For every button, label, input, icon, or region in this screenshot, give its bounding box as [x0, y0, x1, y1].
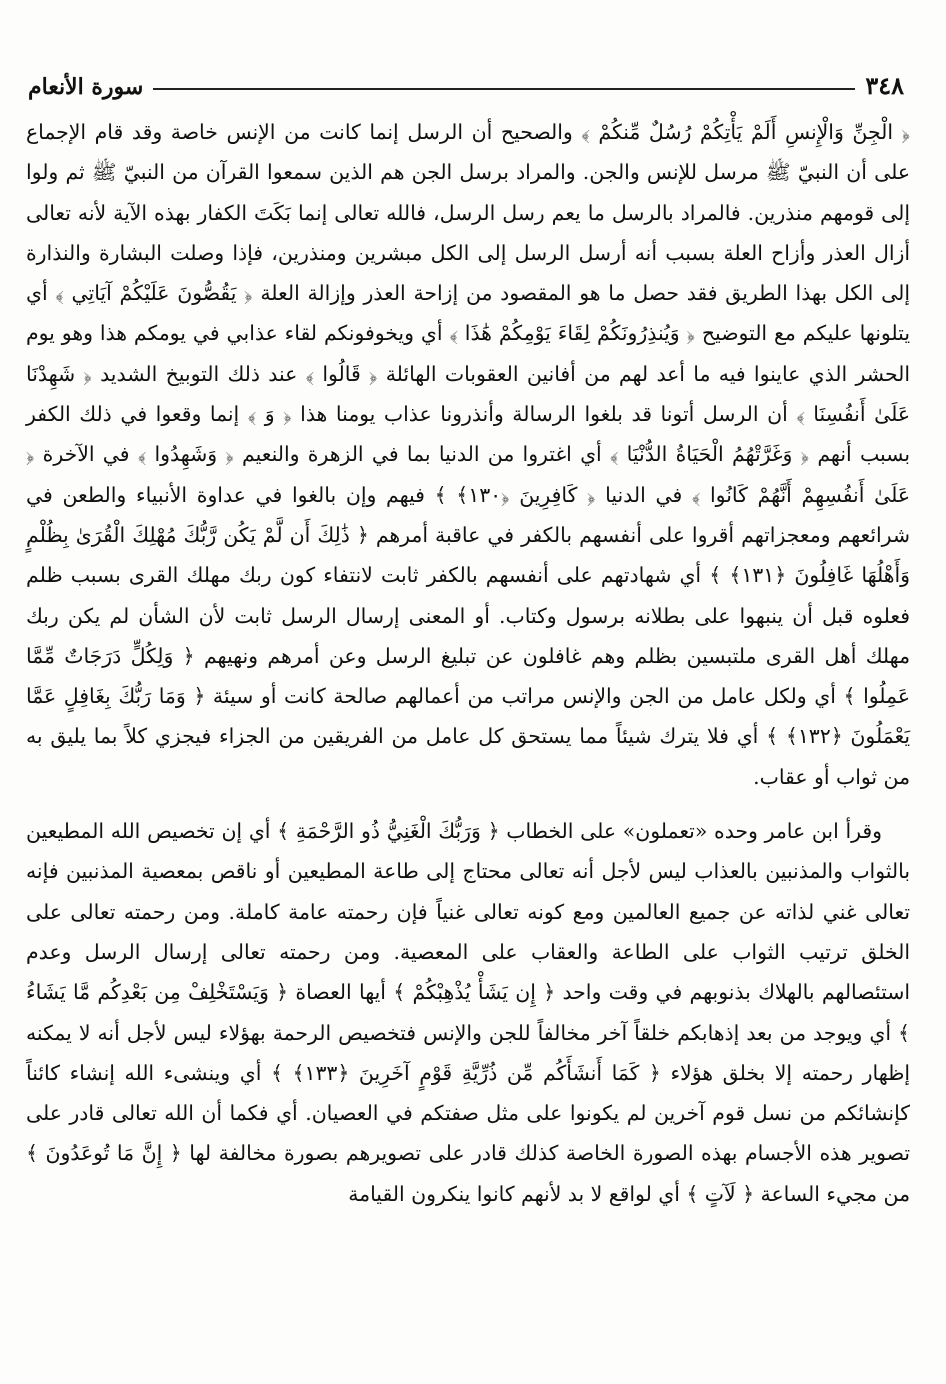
page-body	[26, 112, 910, 1214]
paragraph-tafsir-1: ﴿ الْجِنِّ وَالْإِنسِ أَلَمْ يَأْتِكُمْ رُسُلٌ مِّنكُمْ ﴾ والصحيح أن الرسل إنما كانت من الإنس خاصة وقد قام الإجماع على أن النبيّ ﷺ مرسل للإنس والجن. والمراد برسل الجن هم الذين سمعوا القرآن من النبيّ ﷺ ثم ولوا إلى قومهم منذرين. فالمراد بالرسل ما يعم رسل الرسل، فالله تعالى إنما بَكَتَ الكفار بهذه الآية لأنه تعالى أزال العذر وأزاح العلة بسبب أنه أرسل الرسل إلى الكل مبشرين ومنذرين، فإذا وصلت البشارة والنذارة إلى الكل بهذا الطريق فقد حصل ما هو المقصود من إزاحة العذر وإزالة العلة ﴿ يَقُصُّونَ عَلَيْكُمْ آيَاتِي ﴾ أي يتلونها عليكم مع التوضيح ﴿ وَيُنذِرُونَكُمْ لِقَاءَ يَوْمِكُمْ هَٰذَا ﴾ أي ويخوفونكم لقاء عذابي في يومكم هذا وهو يوم الحشر الذي عاينوا فيه ما أعد لهم من أفانين العقوبات الهائلة ﴿ قَالُوا ﴾ عند ذلك التوبيخ الشديد ﴿ شَهِدْنَا عَلَىٰ أَنفُسِنَا ﴾ أن الرسل أتونا قد بلغوا الرسالة وأنذرونا عذاب يومنا هذا ﴿ وَ ﴾ إنما وقعوا في ذلك الكفر بسبب أنهم ﴿ وَغَرَّتْهُمُ الْحَيَاةُ الدُّنْيَا ﴾ أي اغتروا من الدنيا بما في الزهرة والنعيم ﴿ وَشَهِدُوا ﴾ في الآخرة ﴿ عَلَىٰ أَنفُسِهِمْ أَنَّهُمْ كَانُوا ﴾ في الدنيا ﴿ كَافِرِينَ ﴿١٣٠﴾ ﴾ فيهم وإن بالغوا في عداوة الأنبياء والطعن في شرائعهم ومعجزاتهم أقروا على أنفسهم بالكفر في عاقبة أمرهم ﴿ ذَٰلِكَ أَن لَّمْ يَكُن رَّبُّكَ مُهْلِكَ الْقُرَىٰ بِظُلْمٍ وَأَهْلُهَا غَافِلُونَ ﴿١٣١﴾ ﴾ أي شهادتهم على أنفسهم بالكفر ثابت لانتفاء كون ربك مهلك القرى بسبب ظلم فعلوه قبل أن ينبهوا على بطلانه برسول وكتاب. أو المعنى إرسال الرسل ثابت لأن الشأن لم يكن ربك مهلك أهل القرى ملتبسين بظلم وهم غافلون عن تبليغ الرسل وعن أمرهم ونهيهم ﴿ وَلِكُلٍّ دَرَجَاتٌ مِّمَّا عَمِلُوا ﴾ أي ولكل عامل من الجن والإنس مراتب من أعمالهم صالحة كانت أو سيئة ﴿ وَمَا رَبُّكَ بِغَافِلٍ عَمَّا يَعْمَلُونَ ﴿١٣٢﴾ ﴾ أي فلا يترك شيئاً مما يستحق كل عامل من الفريقين من الجزاء فيجزي كلاً بما يليق به من ثواب أو عقاب.	[26, 120, 911, 789]
surah-title: سورة الأنعام	[28, 74, 144, 100]
page-header	[28, 58, 904, 98]
paragraph-tafsir-2: وقرأ ابن عامر وحده «تعملون» على الخطاب ﴿ وَرَبُّكَ الْغَنِيُّ ذُو الرَّحْمَةِ ﴾ أي إن تخصيص الله المطيعين بالثواب والمذنبين بالعذاب ليس لأجل أنه تعالى محتاج إلى طاعة المطيعين أو ناقص بمعصية المذنبين فإنه تعالى غني لذاته عن جميع العالمين ومع كونه تعالى غنياً فإن رحمته عامة كاملة. ومن رحمته تعالى على الخلق ترتيب الثواب على الطاعة والعقاب على المعصية. ومن رحمته تعالى إرسال الرسل وعدم استئصالهم بالهلاك بذنوبهم في وقت واحد ﴿ إِن يَشَأْ يُذْهِبْكُمْ ﴾ أيها العصاة ﴿ وَيَسْتَخْلِفْ مِن بَعْدِكُم مَّا يَشَاءُ ﴾ أي ويوجد من بعد إذهابكم خلقاً آخر مخالفاً للجن والإنس فتخصيص الرحمة بهؤلاء ليس لأجل أنه لا يمكنه إظهار رحمته إلا بخلق هؤلاء ﴿ كَمَا أَنشَأَكُم مِّن ذُرِّيَّةِ قَوْمٍ آخَرِينَ ﴿١٣٣﴾ ﴾ أي وينشىء الله إنشاء كائناً كإنشائكم من نسل قوم آخرين لم يكونوا على مثل صفتكم في العصيان. أي فكما أن الله تعالى قادر على تصوير هذه الأجسام بهذه الصورة الخاصة كذلك قادر على تصويرهم بصورة مخالفة لها ﴿ إِنَّ مَا تُوعَدُونَ ﴾ من مجيء الساعة ﴿ لَآتٍ ﴾ أي لواقع لا بد لأنهم كانوا ينكرون القيامة	[26, 819, 910, 1206]
page-number: ٣٤٨	[865, 71, 904, 100]
header-rule	[153, 88, 855, 90]
